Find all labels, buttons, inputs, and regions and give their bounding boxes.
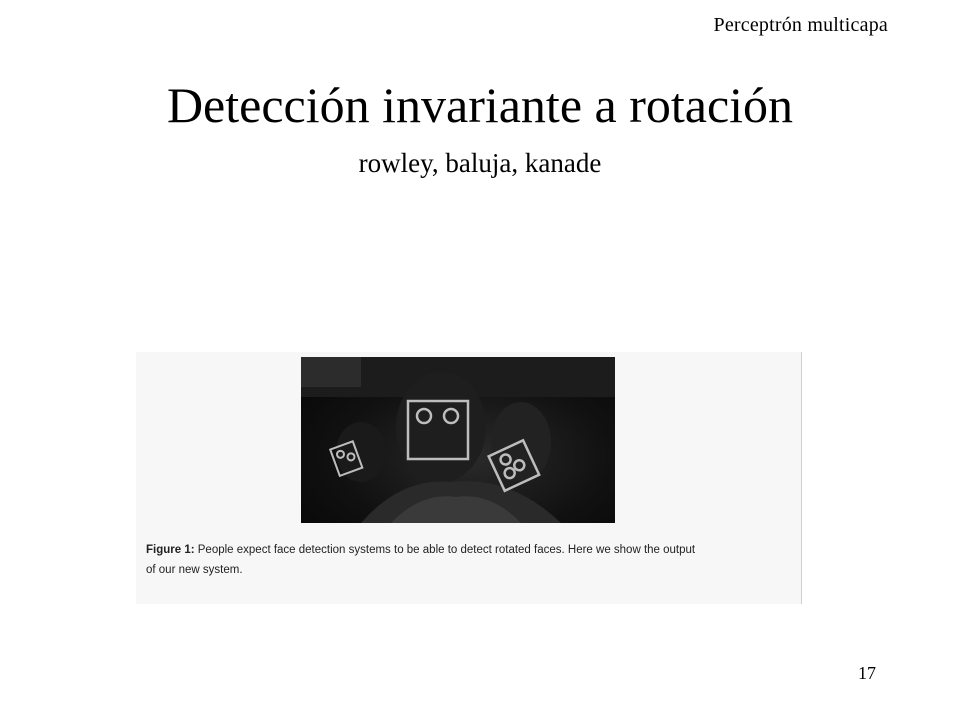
photo-scene [301, 357, 615, 523]
slide-subtitle: rowley, baluja, kanade [358, 148, 602, 178]
figure-caption [146, 540, 786, 580]
section-label: Perceptrón multicapa [713, 14, 888, 36]
figure-photo [301, 357, 615, 523]
caption-text-line2: of our new system. [146, 564, 243, 576]
scan-edge-right [801, 352, 802, 604]
page-number: 17 [858, 663, 876, 683]
caption-label: Figure 1: [146, 544, 195, 556]
figure-scan [136, 352, 802, 604]
slide-title: Detección invariante a rotación [166, 77, 794, 133]
caption-text-line1: People expect face detection systems to be able to detect rotated faces. Here we show the output [194, 544, 696, 556]
